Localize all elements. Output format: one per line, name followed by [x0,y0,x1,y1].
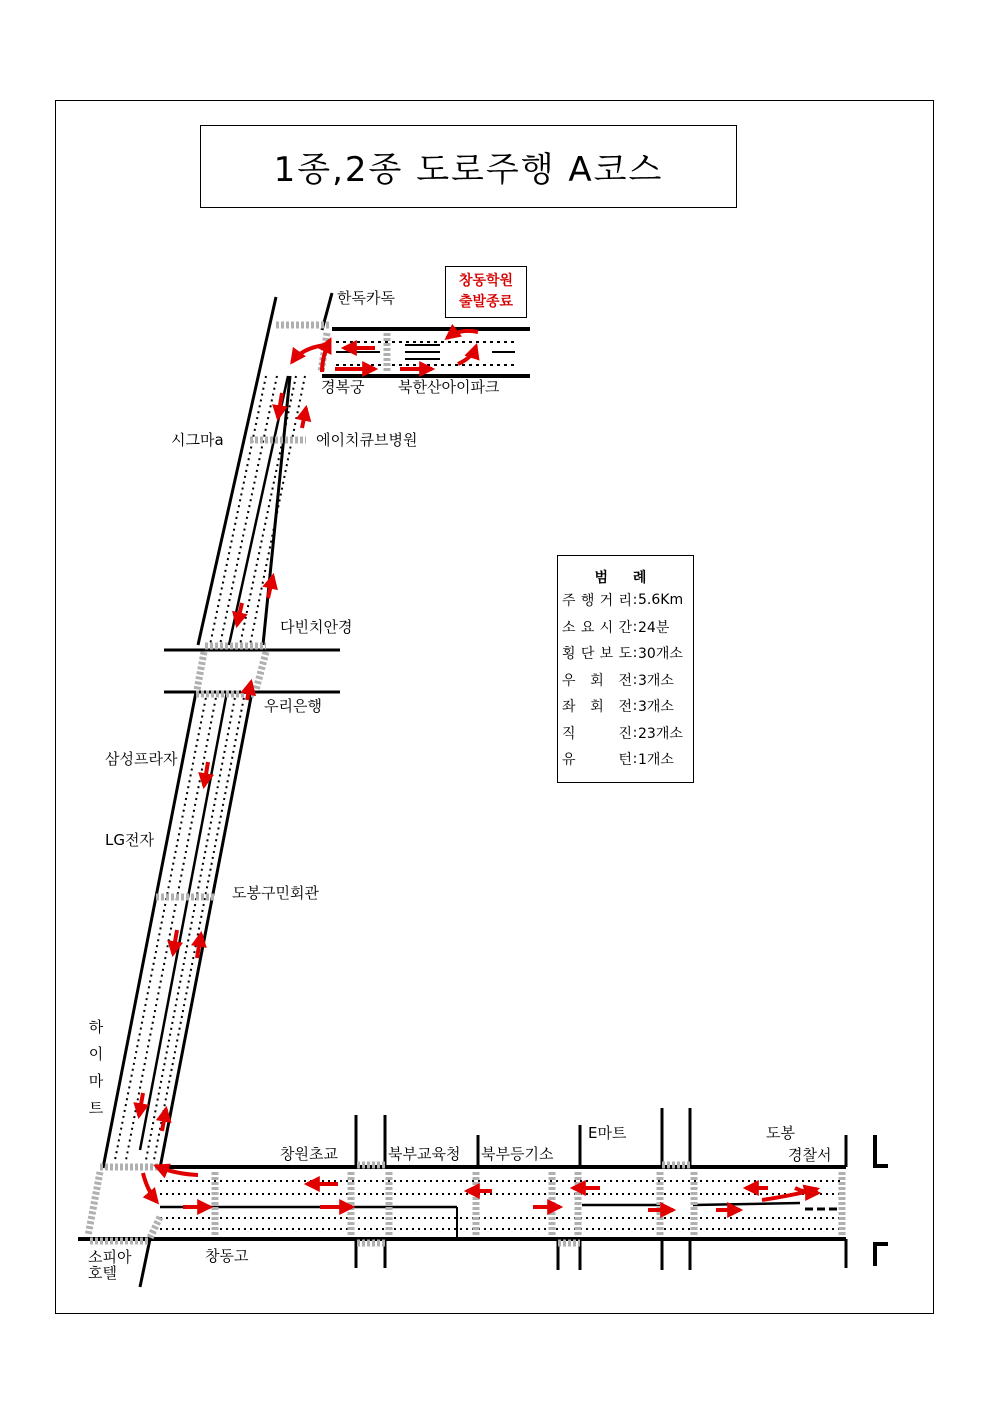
legend-key: 횡 단 보 도 [562,646,632,663]
legend-row [558,614,693,641]
legend-separator: : [632,645,638,662]
legend-key: 소 요 시 간 [562,619,632,636]
label-dobong-hall: 도봉구민회관 [232,884,319,902]
legend-key: 좌 회 전 [562,699,632,716]
map-title: 1종,2종 도로주행 A코스 [273,150,664,190]
legend-value: 5.6Km [638,592,684,609]
legend-separator: : [632,592,638,609]
legend-rows [558,587,693,773]
label-hanok: 한독카독 [337,289,395,307]
label-police-1: 도봉 [766,1124,795,1142]
label-gyeongbok: 경복궁 [321,378,365,396]
start-end-box [445,266,527,318]
legend-separator: : [632,724,638,741]
legend-separator: : [632,751,638,768]
diagonal-road [103,293,332,1168]
legend-separator: : [632,618,638,635]
label-emart: E마트 [588,1124,627,1142]
legend-row [558,640,693,667]
legend-separator: : [632,671,638,688]
label-bukbu-edu: 북부교육청 [388,1145,461,1163]
legend-key: 유 턴 [562,752,632,769]
legend-value: 1개소 [638,752,674,769]
legend-value: 24분 [638,619,670,636]
legend-key: 직 진 [562,725,632,742]
route-arrows [139,331,818,1210]
legend-row [558,720,693,747]
legend-row [558,667,693,694]
label-sofia-2: 호텔 [88,1264,117,1282]
legend-row [558,693,693,720]
start-box-line2: 출발종료 [458,294,514,310]
label-bukbu-reg: 북부등기소 [481,1145,554,1163]
label-changdong-high: 창동고 [205,1247,249,1265]
legend-value: 23개소 [638,725,683,742]
label-hcube: 에이치큐브병원 [316,431,418,449]
legend-value: 3개소 [638,699,674,716]
label-davinci: 다빈치안경 [280,618,353,636]
crosswalks [88,325,842,1243]
label-woori: 우리은행 [264,697,322,715]
legend-value: 30개소 [638,646,683,663]
label-bukhansan: 북한산아이파크 [398,378,500,396]
label-changwon: 창원초교 [280,1145,338,1163]
label-sigma: 시그마a [171,431,224,449]
label-police-2: 경찰서 [788,1146,832,1164]
legend-title: 범 례 [594,570,657,586]
legend-row [558,587,693,614]
label-sofia-1: 소피아 [88,1248,132,1266]
legend-row [558,746,693,773]
legend-value: 3개소 [638,672,674,689]
legend-key: 주 행 거 리 [562,593,632,610]
legend-box [557,555,694,783]
label-samsung: 삼성프라자 [105,750,178,768]
label-himart: 하이마트 [88,1018,104,1117]
legend-key: 우 회 전 [562,672,632,689]
label-lg: LG전자 [105,831,154,849]
start-box-line1: 창동학원 [458,273,514,289]
legend-separator: : [632,698,638,715]
